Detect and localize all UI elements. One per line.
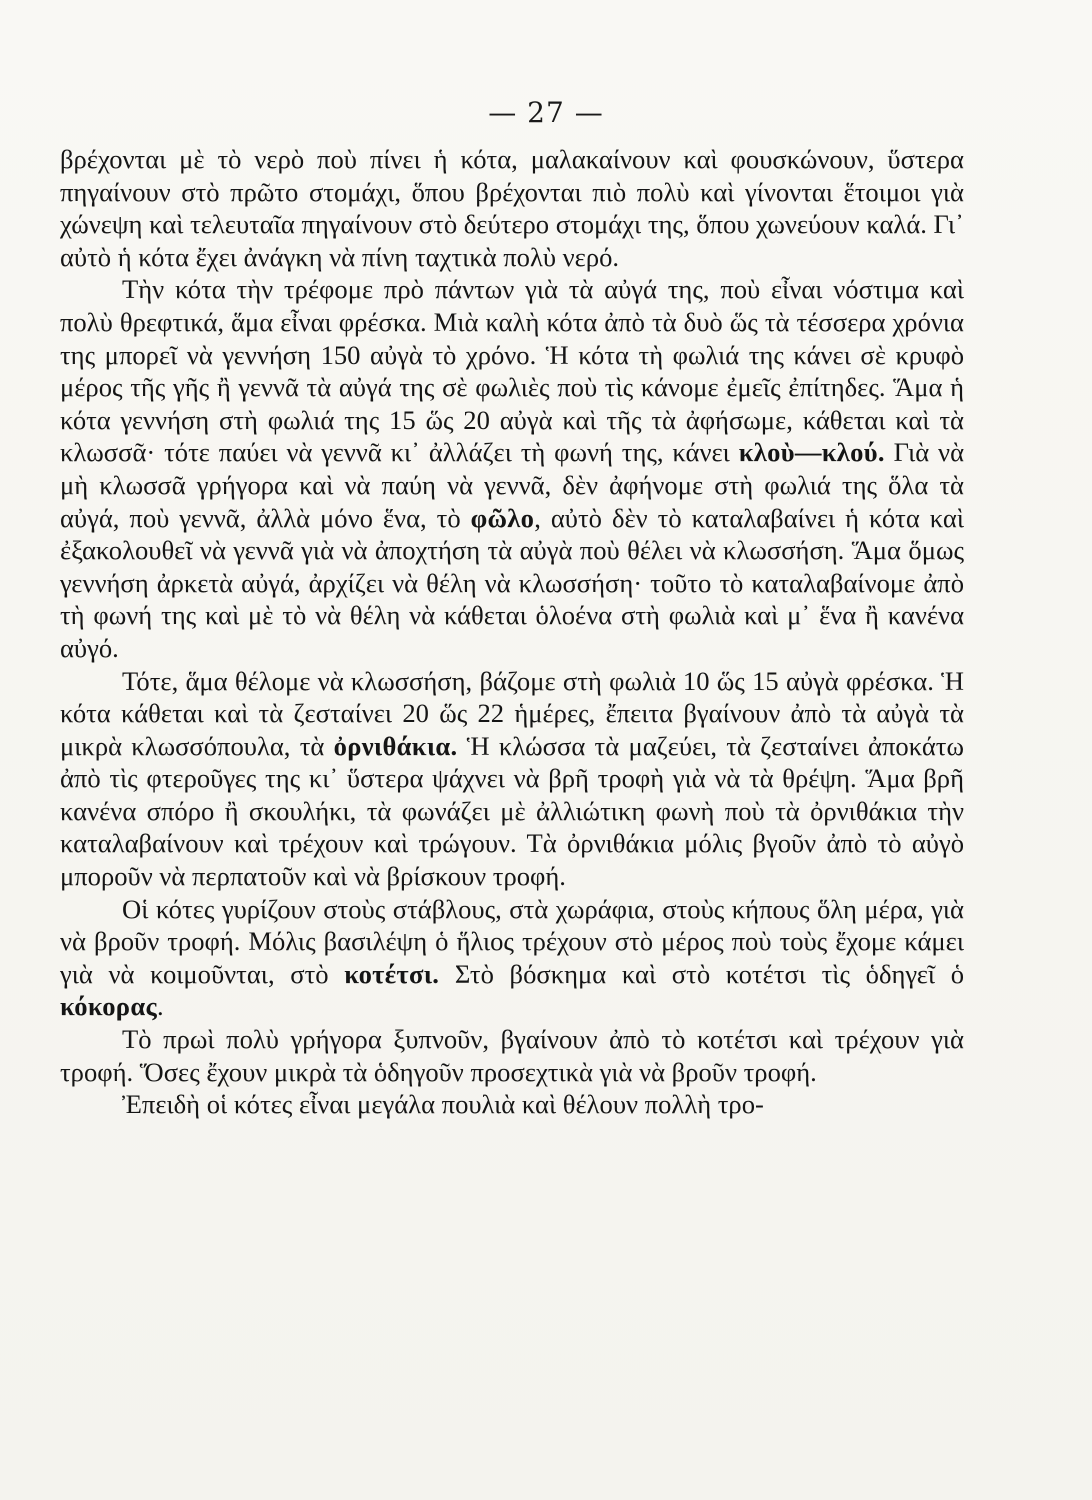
- paragraph: [60, 143, 964, 273]
- paragraph: [60, 273, 964, 664]
- paragraph: [60, 893, 964, 1023]
- paragraph: [60, 1023, 964, 1088]
- text-run: Οἱ κότες γυρίζουν στοὺς στάβλους, στὰ χωράφια, στοὺς κήπους ὅλη μέρα, γιὰ νὰ βροῦν τροφή. Μόλις βασιλέψη ὁ ἥλιος τρέχουν στὸ μέρος ποὺ τοὺς ἔχομε κάμει γιὰ νὰ κοιμοῦνται, στὸ: [60, 893, 964, 989]
- paragraph: [60, 1088, 964, 1121]
- text-run: Ἡ κλώσσα τὰ μαζεύει, τὰ ζεσταίνει ἀποκάτω ἀπὸ τὶς φτεροῦγες της κι᾿ ὕστερα ψάχνει νὰ βρῆ τροφὴ γιὰ νὰ τὰ θρέψη. Ἅμα βρῆ κανένα σπόρο ἢ σκουλήκι, τὰ φωνάζει μὲ ἀλλιώτικη φωνὴ ποὺ τὰ ὀρνιθάκια τὴν καταλαβαίνουν καὶ τρέχουν καὶ τρώγουν. Τὰ ὀρνιθάκια μόλις βγοῦν ἀπὸ τὸ αὐγὸ μποροῦν νὰ περπατοῦν καὶ νὰ βρίσκουν τροφή.: [60, 730, 964, 892]
- page-number: — 27 —: [488, 96, 604, 129]
- text-run: Ἐπειδὴ οἱ κότες εἶναι μεγάλα πουλιὰ καὶ θέλουν πολλὴ τρο-: [122, 1089, 764, 1120]
- text-run: Τότε, ἅμα θέλομε νὰ κλωσσήση, βάζομε στὴ φωλιὰ 10 ὥς 15 αὐγὰ φρέσκα. Ἡ κότα κάθεται καὶ τὰ ζεσταίνει 20 ὥς 22 ἡμέρες, ἔπειτα βγαίνουν ἀπὸ τὰ αὐγὰ τὰ μικρὰ κλωσσόπουλα, τὰ: [60, 665, 964, 761]
- bold-term: φῶλο: [470, 502, 535, 533]
- bold-term: κόκορας: [60, 991, 157, 1022]
- text-run: βρέχονται μὲ τὸ νερὸ ποὺ πίνει ἡ κότα, μαλακαίνουν καὶ φουσκώνουν, ὕστερα πηγαίνουν στὸ πρῶτο στομάχι, ὅπου βρέχονται πιὸ πολὺ καὶ γίνονται ἕτοιμοι γιὰ χώνεψη καὶ τελευταῖα πηγαίνουν στὸ δεύτερο στομάχι της, ὅπου χωνεύουν καλά. Γι᾿ αὐτὸ ἡ κότα ἔχει ἀνάγκη νὰ πίνη ταχτικὰ πολὺ νερό.: [60, 144, 964, 272]
- bold-term: ὀρνιθάκια.: [333, 730, 458, 761]
- bold-term: κοτέτσι.: [344, 958, 440, 989]
- text-run: .: [156, 991, 164, 1022]
- text-run: Τὸ πρωὶ πολὺ γρήγορα ξυπνοῦν, βγαίνουν ἀπὸ τὸ κοτέτσι καὶ τρέχουν γιὰ τροφή. Ὅσες ἔχουν μικρὰ τὰ ὁδηγοῦν προσεχτικὰ γιὰ νὰ βροῦν τροφή.: [60, 1024, 964, 1087]
- body-text: [60, 143, 964, 1121]
- paragraph: [60, 665, 964, 893]
- text-run: Γιὰ νὰ μὴ κλωσσᾶ γρήγορα καὶ νὰ παύη νὰ γεννᾶ, δὲν ἀφήνομε στὴ φωλιά της ὅλα τὰ αὐγά, ποὺ γεννᾶ, ἀλλὰ μόνο ἕνα, τὸ: [60, 437, 964, 533]
- bold-term: κλοὺ—κλού.: [738, 437, 885, 468]
- text-run: Τὴν κότα τὴν τρέφομε πρὸ πάντων γιὰ τὰ αὐγά της, ποὺ εἶναι νόστιμα καὶ πολὺ θρεφτικά, ἅμα εἶναι φρέσκα. Μιὰ καλὴ κότα ἀπὸ τὰ δυὸ ὥς τὰ τέσσερα χρόνια της μπορεῖ νὰ γεννήση 150 αὐγὰ τὸ χρόνο. Ἡ κότα τὴ φωλιά της κάνει σὲ κρυφὸ μέρος τῆς γῆς ἢ γεννᾶ τὰ αὐγά της σὲ φωλιὲς ποὺ τὶς κάνομε ἐμεῖς ἐπίτηδες. Ἅμα ἡ κότα γεννήση στὴ φωλιά της 15 ὥς 20 αὐγὰ καὶ τῆς τὰ ἀφήσωμε, κάθεται καὶ τὰ κλωσσᾶ· τότε παύει νὰ γεννᾶ κι᾿ ἀλλάζει τὴ φωνή της, κάνει: [60, 274, 964, 468]
- text-run: , αὐτὸ δὲν τὸ καταλαβαίνει ἡ κότα καὶ ἐξακολουθεῖ νὰ γεννᾶ γιὰ νὰ ἀποχτήση τὰ αὐγὰ ποὺ θέλει νὰ κλωσσήση. Ἅμα ὅμως γεννήση ἀρκετὰ αὐγά, ἀρχίζει νὰ θέλη νὰ κλωσσήση· τοῦτο τὸ καταλαβαίνομε ἀπὸ τὴ φωνή της καὶ μὲ τὸ νὰ θέλη νὰ κάθεται ὁλοένα στὴ φωλιὰ καὶ μ᾿ ἕνα ἢ κανένα αὐγό.: [60, 502, 964, 663]
- text-run: Στὸ βόσκημα καὶ στὸ κοτέτσι τὶς ὁδηγεῖ ὁ: [439, 958, 964, 989]
